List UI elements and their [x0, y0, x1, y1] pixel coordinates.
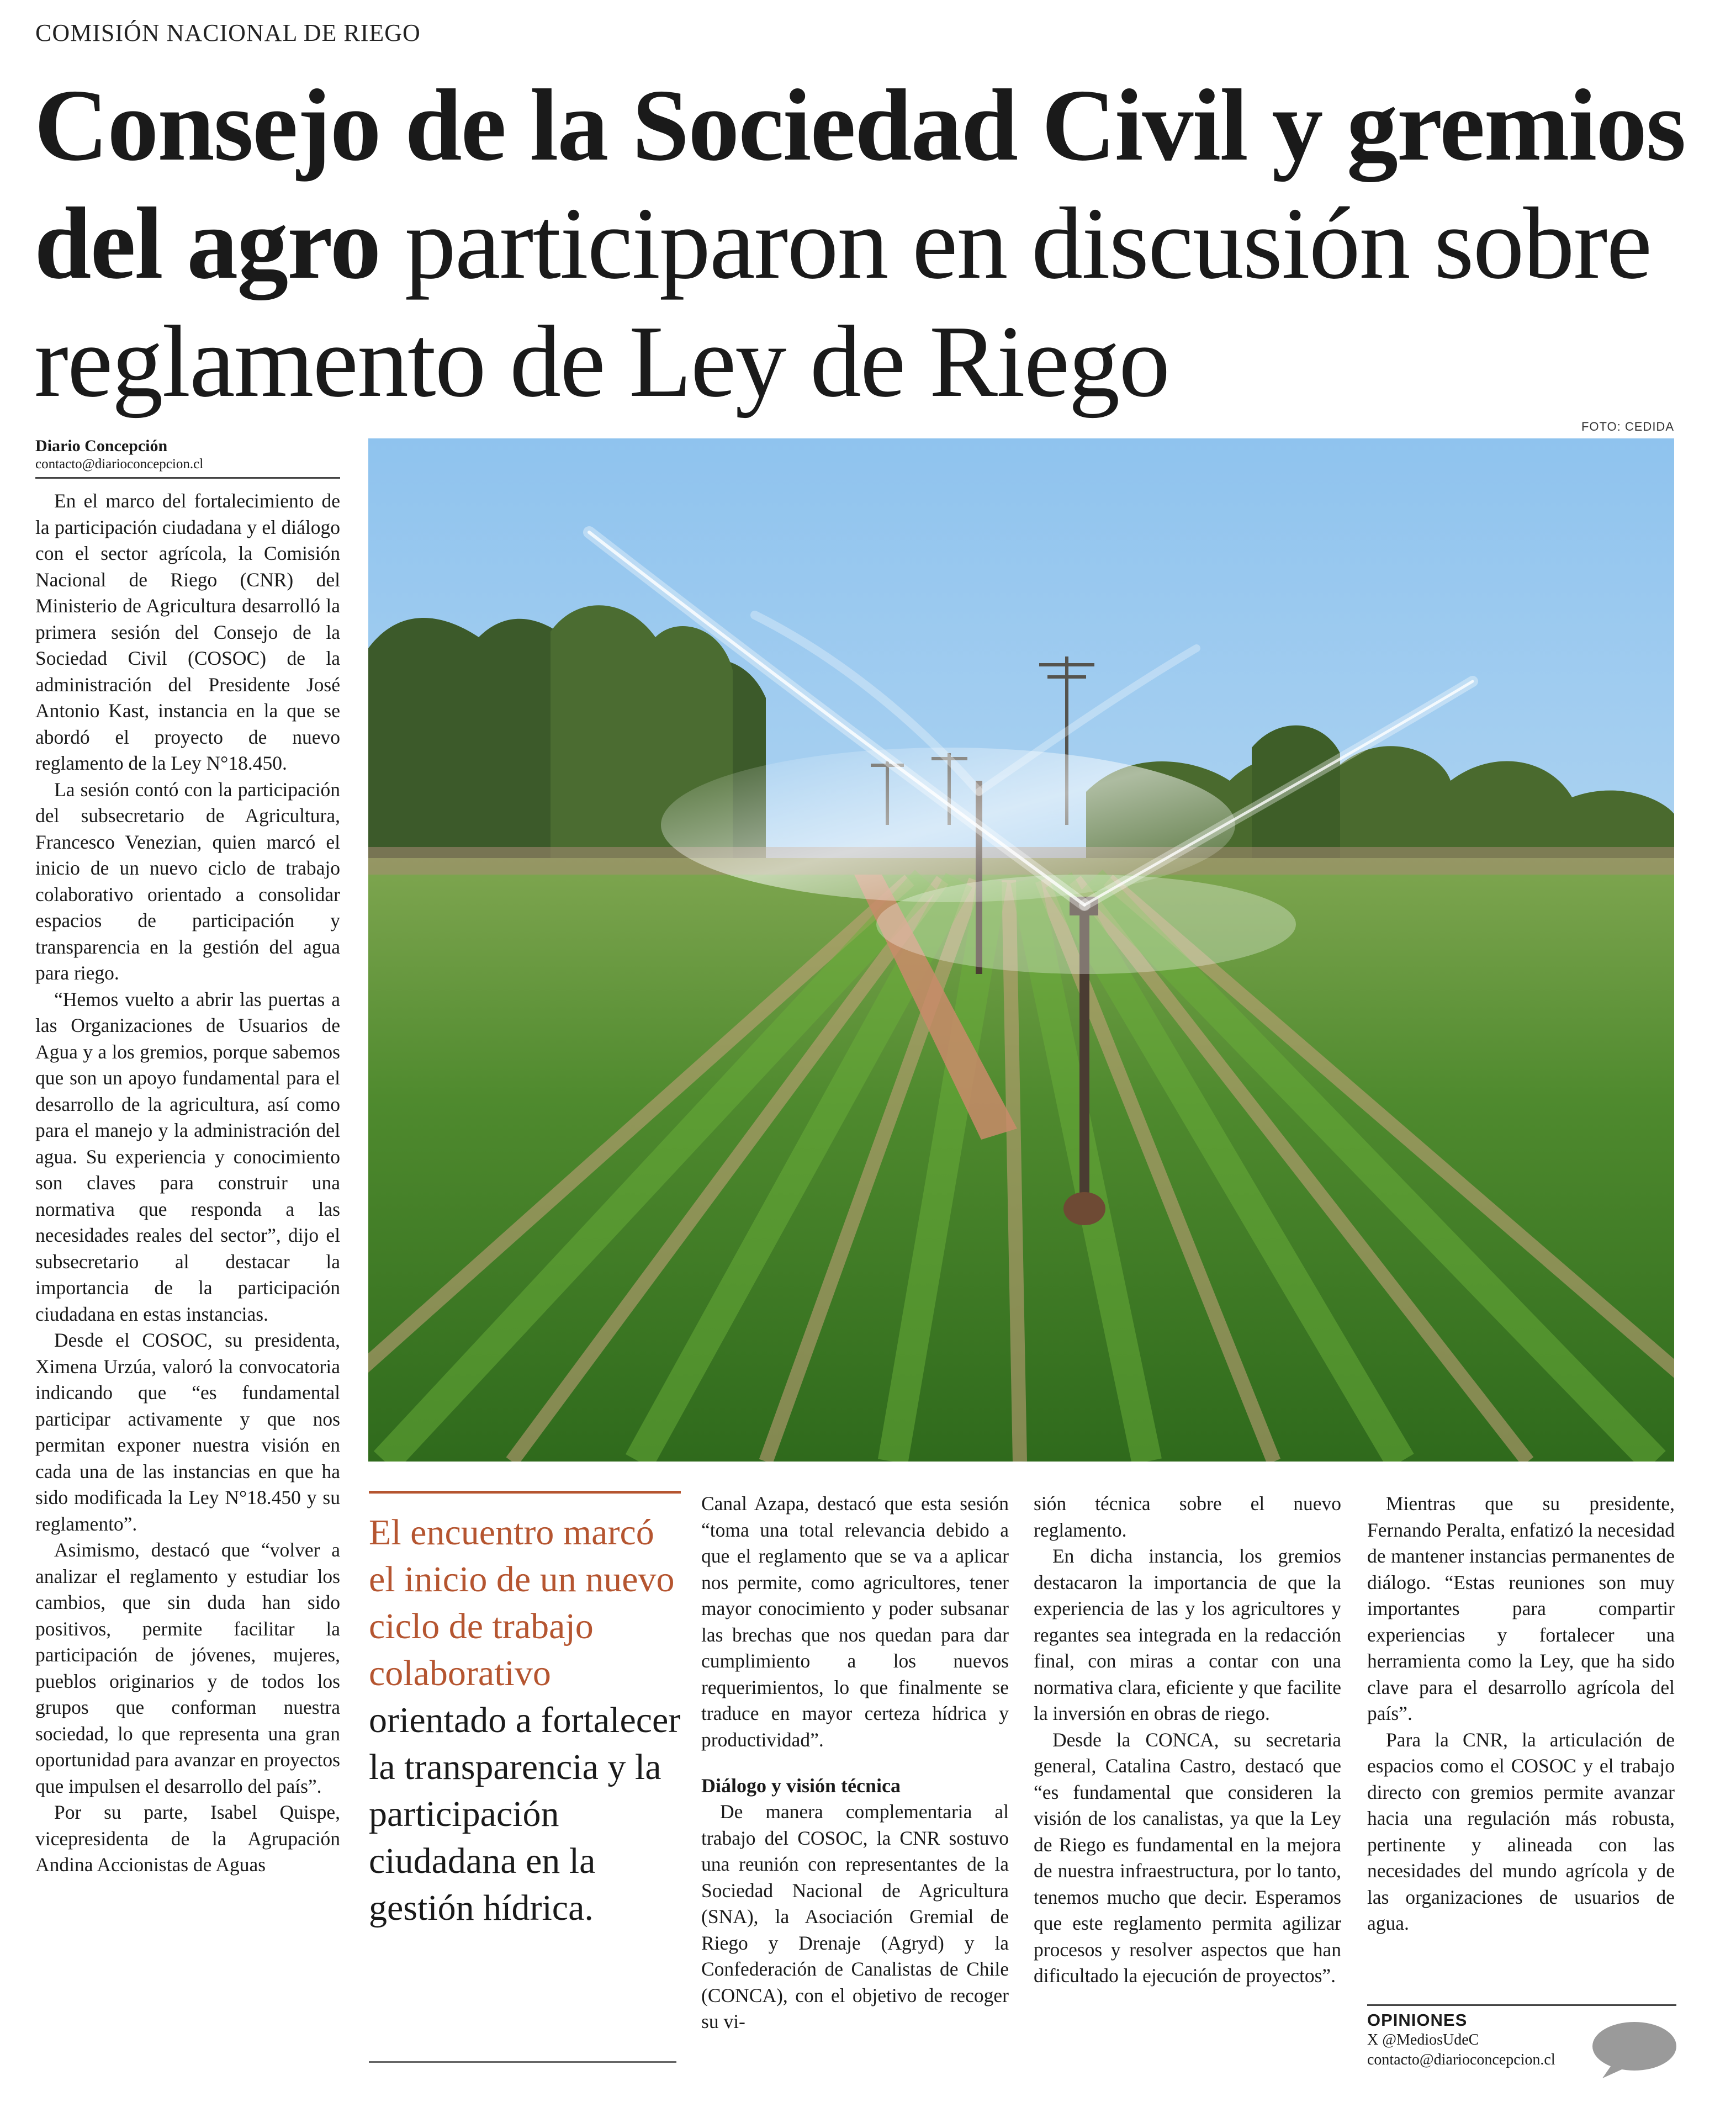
paragraph: Para la CNR, la articulación de espacios como el COSOC y el trabajo directo con gremios permite avanzar hacia una regulación más robusta, pertinente y alineada con las necesidades del mundo agrícola y de las organizaciones de usuarios de agua.	[1367, 1728, 1675, 1934]
headline-light: participaron en discusión sobre reglamento de Ley de Riego	[34, 187, 1652, 419]
paragraph: sión técnica sobre el nuevo reglamento.	[1034, 1492, 1341, 1541]
social-handle[interactable]: X @MediosUdeC	[1367, 2031, 1479, 2048]
paragraph: Asimismo, destacó que “volver a analizar el reglamento y estudiar los cambios, que sin duda han sido positivos, permite facilitar la participación de jóvenes, mujeres, pueblos originarios y de todos los grupos que conforman nuestra sociedad, lo que representa una gran oportunidad para avanzar en proyectos que impulsen el desarrollo del país”.	[35, 1539, 340, 1797]
speech-bubble-icon	[1590, 2020, 1679, 2080]
paragraph: En el marco del fortalecimiento de la participación ciudadana y el diálogo con el sector agrícola, la Comisión Nacional de Riego (CNR) del Ministerio de Agricultura desarrolló la primera sesión del Consejo de la Sociedad Civil (COSOC) de la administración del Presidente José Antonio Kast, instancia en la que se abordó el proyecto de nuevo reglamento de la Ley N°18.450.	[35, 490, 340, 774]
footer-email[interactable]: contacto@diarioconcepcion.cl	[1367, 2051, 1555, 2068]
headline-bold: Consejo de la Sociedad Civil y gremios del agro	[34, 68, 1685, 300]
byline-email[interactable]: contacto@diarioconcepcion.cl	[35, 457, 204, 472]
article-column-3	[701, 1491, 1009, 2035]
byline	[35, 436, 340, 479]
paragraph: Canal Azapa, destacó que esta sesión “toma una total relevancia debido a que el reglamento que se va a aplicar nos permite, como agricultores, tener mayor conocimiento y poder subsanar las brechas que nos quedan para dar cumplimiento a los nuevos requerimientos, lo que finalmente se traduce en mayor certeza hídrica y productividad”.	[701, 1492, 1009, 1751]
paragraph: En dicha instancia, los gremios destacaron la importancia de que la experiencia de las y los agricultores y regantes sea integrada en la redacción final, con miras a contar con una normativa clara, eficiente y que facilite la inversión en obras de riego.	[1034, 1545, 1341, 1724]
section-label: COMISIÓN NACIONAL DE RIEGO	[35, 19, 421, 46]
pull-quote	[369, 1491, 681, 1931]
article-column-1	[35, 488, 340, 1878]
paragraph: “Hemos vuelto a abrir las puertas a las Organizaciones de Usuarios de Agua y a los gremios, porque sabemos que son un apoyo fundamental para el desarrollo de la agricultura, así como para el manejo y la administración del agua. Su experiencia y conocimiento son claves para construir una normativa que responda a las necesidades reales del sector”, dijo el subsecretario al destacar la importancia de la participación ciudadana en estas instancias.	[35, 988, 340, 1325]
photo-credit: FOTO: CEDIDA	[1581, 420, 1674, 433]
subheading: Diálogo y visión técnica	[701, 1775, 901, 1797]
headline	[34, 66, 1702, 421]
paragraph: Por su parte, Isabel Quispe, vicepresidenta de la Agrupación Andina Accionistas de Aguas	[35, 1801, 340, 1876]
paragraph: De manera complementaria al trabajo del COSOC, la CNR sostuvo una reunión con representantes de la Sociedad Nacional de Agricultura (SNA), la Asociación Gremial de Riego y Drenaje (Agryd) y la Confederación de Canalistas de Chile (CONCA), con el objetivo de recoger su vi-	[701, 1801, 1009, 2032]
article-column-5	[1367, 1491, 1675, 1937]
pull-quote-text: orientado a fortalecer la transparencia y la participación ciudadana en la gestión hídrica.	[369, 1700, 681, 1928]
article-column-4	[1034, 1491, 1341, 1989]
paragraph: Desde el COSOC, su presidenta, Ximena Urzúa, valoró la convocatoria indicando que “es fundamental participar activamente y que nos permitan exponer nuestra visión en cada una de las instancias en que ha sido modificada la Ley N°18.450 y su reglamento”.	[35, 1329, 340, 1535]
opinions-label: OPINIONES	[1367, 2010, 1468, 2030]
paragraph: Mientras que su presidente, Fernando Peralta, enfatizó la necesidad de mantener instancias permanentes de diálogo. “Estas reuniones son muy importantes para compartir experiencias y fortalecer una herramienta como la Ley, que ha sido clave para el desarrollo agrícola del país”.	[1367, 1492, 1675, 1724]
byline-name: Diario Concepción	[35, 437, 168, 455]
paragraph: La sesión contó con la participación del subsecretario de Agricultura, Francesco Venezian, quien marcó el inicio de un nuevo ciclo de trabajo colaborativo orientado a consolidar espacios de participación y transparencia en la gestión del agua para riego.	[35, 778, 340, 984]
pull-quote-highlight: El encuentro marcó el inicio de un nuevo ciclo de trabajo colaborativo	[369, 1512, 675, 1693]
article-photo	[368, 438, 1674, 1462]
paragraph: Desde la CONCA, su secretaria general, Catalina Castro, destacó que “es fundamental que consideren la visión de los canalistas, ya que la Ley de Riego es fundamental en la mejora de nuestra infraestructura, por lo tanto, tenemos mucho que decir. Esperamos que este reglamento permita agilizar procesos y resolver aspectos que han dificultado la ejecución de proyectos”.	[1034, 1728, 1341, 1987]
pull-quote-rule	[369, 2061, 676, 2063]
irrigation-field-photo	[368, 438, 1674, 1462]
